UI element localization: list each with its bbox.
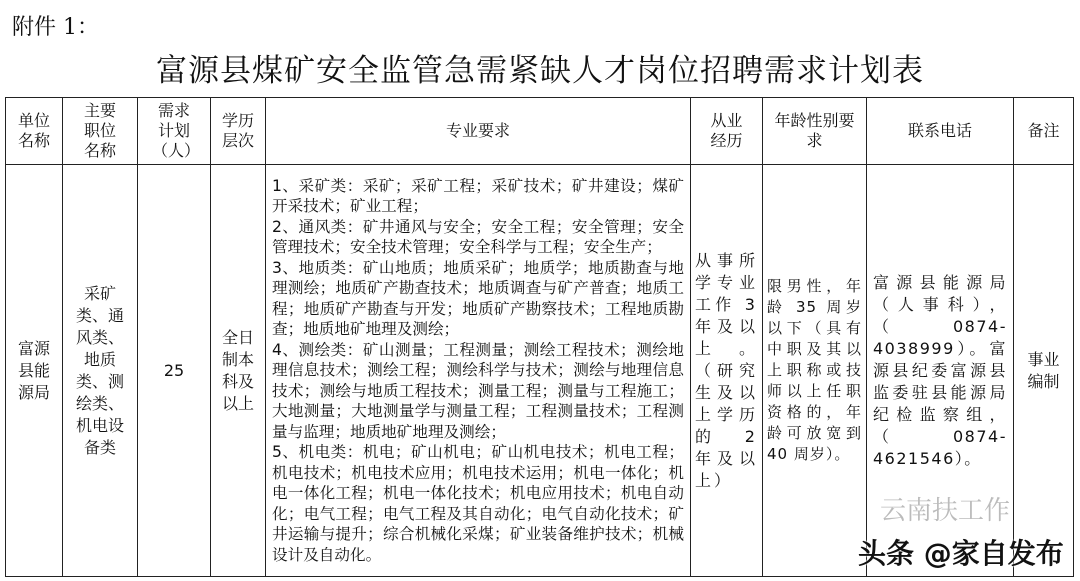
count-cell: 25 — [138, 165, 211, 577]
header-row — [6, 98, 1074, 165]
specialty-geology: 3、地质类：矿山地质；地质采矿；地质学；地质勘查与地理测绘；地质矿产勘查技术；地质调查与矿产普查；地质工程；地质矿产勘查与开发；地质矿产勘察技术；工程地质勘查；地质地矿地理及测绘； — [272, 258, 684, 339]
header-experience: 从业经历 — [691, 98, 763, 165]
specialty-ventilation: 2、通风类：矿井通风与安全；安全工程；安全管理；安全管理技术；安全技术管理；安全科学与工程；安全生产； — [272, 217, 684, 257]
specialty-cell — [266, 165, 691, 577]
contact-cell: 富源县能源局（人事科），（0874-4038999）。富源县纪委富源县监委驻县能源局纪检监察组，（0874-4621546）。 — [867, 165, 1014, 577]
attachment-label: 附件 1： — [12, 15, 99, 40]
header-contact: 联系电话 — [867, 98, 1014, 165]
header-unit: 单位名称 — [6, 98, 63, 165]
remark-cell: 事业编制 — [1014, 165, 1074, 577]
header-count: 需求计划（人） — [138, 98, 211, 165]
specialty-electromechanical: 5、机电类：机电；矿山机电；矿山机电技术；机电工程；机电技术；机电技术应用；机电技术运用；机电一体化；机电一体化工程；机电一体化技术；机电应用技术；机电自动化；电气工程；电气工程及其自动化；电气自动化技术；矿井运输与提升；综合机械化采煤；矿业装备维护技术；机械设计及自动化。 — [272, 443, 684, 564]
positions-cell: 采矿类、通风类、地质类、测绘类、机电设备类 — [63, 165, 138, 577]
unit-cell: 富源县能源局 — [6, 165, 63, 577]
header-age-gender: 年龄性别要求 — [763, 98, 867, 165]
education-cell: 全日制本科及以上 — [211, 165, 266, 577]
document-title: 富源县煤矿安全监管急需紧缺人才岗位招聘需求计划表 — [156, 53, 924, 89]
header-education: 学历层次 — [211, 98, 266, 165]
age-gender-cell: 限男性，年龄 35 周岁以下（具有中职及其以上职称或技师以上任职资格的，年龄可放宽到 40 周岁）。 — [763, 165, 867, 577]
experience-cell: 从事所学专业工作 3 年及以上。（研究生及以上学历的 2 年及以上） — [691, 165, 763, 577]
header-remark: 备注 — [1014, 98, 1074, 165]
watermark: 头条 @家自发布 — [858, 537, 1064, 570]
specialty-mining: 1、采矿类：采矿；采矿工程；采矿技术；矿井建设；煤矿开采技术；矿业工程； — [272, 176, 684, 216]
watermark-faded: 云南扶工作 — [880, 496, 1011, 526]
header-specialty: 专业要求 — [266, 98, 691, 165]
header-position: 主要职位名称 — [63, 98, 138, 165]
specialty-surveying: 4、测绘类：矿山测量；工程测量；测绘工程技术；测绘地理信息技术；测绘工程；测绘科学与技术；测绘与地理信息技术；测绘与地质工程技术；测量工程；测量与工程施工；大地测量；大地测量学与测量工程；工程测量技术；工程测量与监理；地质地矿地理及测绘； — [272, 340, 684, 441]
